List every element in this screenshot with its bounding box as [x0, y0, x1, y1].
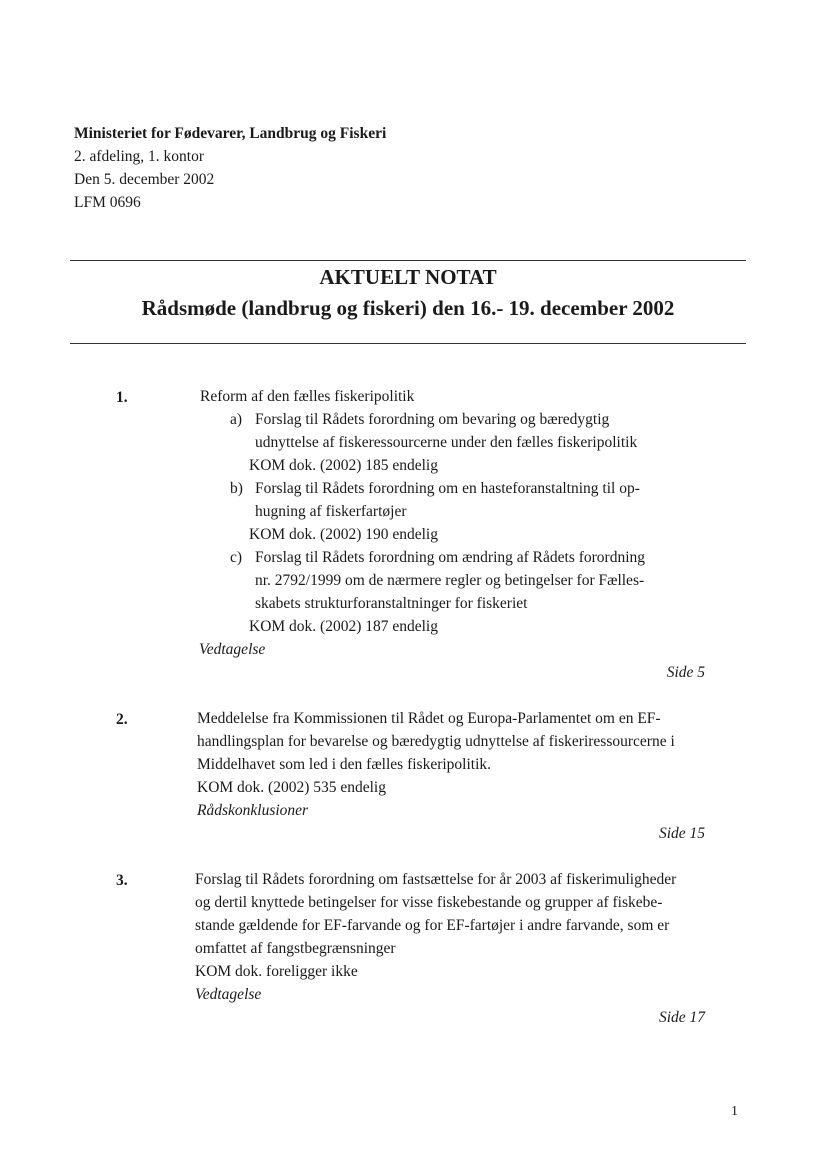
bottom-divider	[70, 343, 746, 344]
item-3-line: og dertil knyttede betingelser for visse fiskebestande og grupper af fiskebe-	[195, 894, 663, 911]
item-1-heading: Reform af den fælles fiskeripolitik	[200, 388, 415, 405]
document-title: AKTUELT NOTAT	[319, 265, 497, 289]
item-1a-line: udnyttelse af fiskeressourcerne under den fælles fiskeripolitik	[255, 434, 638, 451]
item-3-status: Vedtagelse	[195, 986, 262, 1003]
document-header	[74, 122, 674, 214]
page-number: 1	[731, 1104, 738, 1119]
document-date: Den 5. december 2002	[74, 171, 215, 188]
item-3-line: Forslag til Rådets forordning om fastsættelse for år 2003 af fiskerimuligheder	[195, 871, 677, 888]
top-divider	[70, 260, 746, 261]
item-1a-letter: a)	[230, 411, 243, 428]
ministry-name: Ministeriet for Fødevarer, Landbrug og Fiskeri	[74, 125, 387, 142]
item-3-page: Side 17	[658, 1009, 705, 1026]
item-2-status: Rådskonklusioner	[197, 802, 309, 819]
item-2-line: Middelhavet som led i den fælles fiskeripolitik.	[197, 756, 492, 773]
item-1c-line: Forslag til Rådets forordning om ændring af Rådets forordning	[255, 549, 646, 566]
item-3-number: 3.	[116, 872, 128, 889]
item-3-doc: KOM dok. foreligger ikke	[195, 963, 358, 980]
department: 2. afdeling, 1. kontor	[74, 148, 205, 165]
document-subtitle: Rådsmøde (landbrug og fiskeri) den 16.- 19. december 2002	[141, 296, 675, 320]
item-1-status: Vedtagelse	[199, 641, 266, 658]
reference-number: LFM 0696	[74, 194, 141, 211]
item-1-page: Side 5	[666, 664, 705, 681]
item-3-line: omfattet af fangstbegrænsninger	[195, 940, 396, 957]
item-1a-doc: KOM dok. (2002) 185 endelig	[249, 457, 438, 474]
item-2-line: Meddelelse fra Kommissionen til Rådet og Europa-Parlamentet om en EF-	[197, 710, 661, 727]
item-1c-letter: c)	[230, 549, 243, 566]
item-1b-letter: b)	[230, 480, 243, 497]
item-3-line: stande gældende for EF-farvande og for EF-fartøjer i andre farvande, som er	[195, 917, 670, 934]
item-1a-line: Forslag til Rådets forordning om bevaring og bæredygtig	[255, 411, 610, 428]
item-1c-doc: KOM dok. (2002) 187 endelig	[249, 618, 438, 635]
item-2-number: 2.	[116, 711, 128, 728]
item-2-doc: KOM dok. (2002) 535 endelig	[197, 779, 386, 796]
item-1-number: 1.	[116, 389, 128, 406]
item-1c-line: nr. 2792/1999 om de nærmere regler og betingelser for Fælles-	[255, 572, 645, 589]
item-1b-doc: KOM dok. (2002) 190 endelig	[249, 526, 438, 543]
item-1b-line: Forslag til Rådets forordning om en hasteforanstaltning til op-	[255, 480, 640, 497]
item-2-page: Side 15	[658, 825, 705, 842]
item-2-line: handlingsplan for bevarelse og bæredygtig udnyttelse af fiskeriressourcerne i	[197, 733, 675, 750]
item-1c-line: skabets strukturforanstaltninger for fiskeriet	[255, 595, 528, 612]
item-1b-line: hugning af fiskerfartøjer	[255, 503, 407, 520]
